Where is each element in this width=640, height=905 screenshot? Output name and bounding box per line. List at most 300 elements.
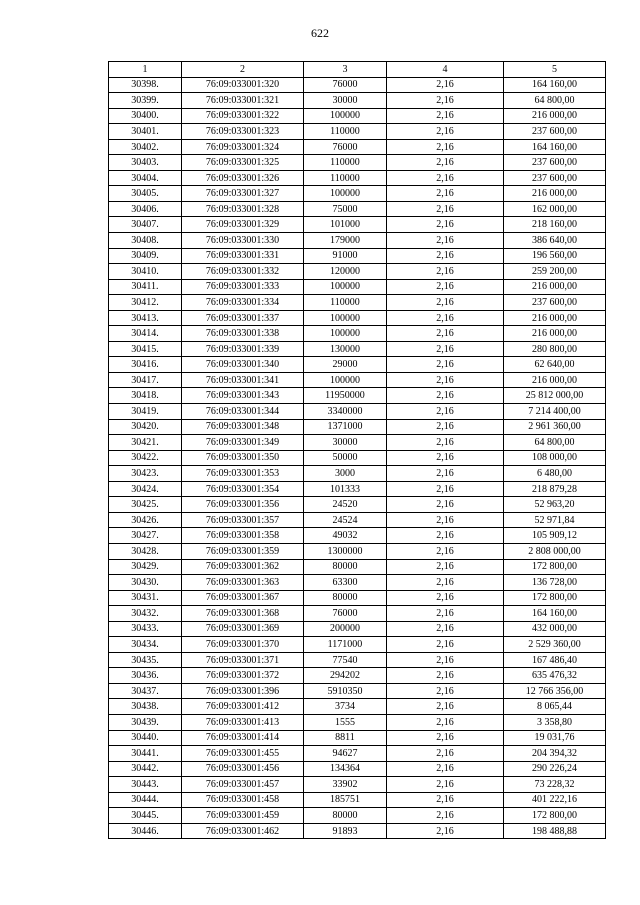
cadastral-number-cell: 76:09:033001:359 — [182, 543, 304, 559]
amount-cell: 218 879,28 — [504, 481, 606, 497]
rate-cell: 2,16 — [387, 606, 504, 622]
cadastral-number-cell: 76:09:033001:457 — [182, 777, 304, 793]
row-number-cell: 30426. — [109, 512, 182, 528]
area-cell: 185751 — [304, 792, 387, 808]
cadastral-number-cell: 76:09:033001:357 — [182, 512, 304, 528]
row-number-cell: 30428. — [109, 543, 182, 559]
table-row — [109, 714, 606, 730]
table-row — [109, 699, 606, 715]
cadastral-number-cell: 76:09:033001:337 — [182, 310, 304, 326]
cadastral-number-cell: 76:09:033001:369 — [182, 621, 304, 637]
rate-cell: 2,16 — [387, 186, 504, 202]
amount-cell: 167 486,40 — [504, 652, 606, 668]
row-number-cell: 30409. — [109, 248, 182, 264]
rate-cell: 2,16 — [387, 761, 504, 777]
rate-cell: 2,16 — [387, 170, 504, 186]
row-number-cell: 30427. — [109, 528, 182, 544]
area-cell: 50000 — [304, 450, 387, 466]
cadastral-number-cell: 76:09:033001:363 — [182, 575, 304, 591]
row-number-cell: 30422. — [109, 450, 182, 466]
table-body — [109, 77, 606, 839]
row-number-cell: 30424. — [109, 481, 182, 497]
rate-cell: 2,16 — [387, 248, 504, 264]
amount-cell: 216 000,00 — [504, 310, 606, 326]
cadastral-number-cell: 76:09:033001:396 — [182, 683, 304, 699]
area-cell: 130000 — [304, 341, 387, 357]
amount-cell: 172 800,00 — [504, 808, 606, 824]
row-number-cell: 30432. — [109, 606, 182, 622]
cadastral-number-cell: 76:09:033001:322 — [182, 108, 304, 124]
row-number-cell: 30439. — [109, 714, 182, 730]
page-number: 622 — [311, 26, 329, 40]
area-cell: 134364 — [304, 761, 387, 777]
cadastral-number-cell: 76:09:033001:370 — [182, 637, 304, 653]
cadastral-number-cell: 76:09:033001:354 — [182, 481, 304, 497]
cadastral-number-cell: 76:09:033001:330 — [182, 233, 304, 249]
rate-cell: 2,16 — [387, 326, 504, 342]
amount-cell: 8 065,44 — [504, 699, 606, 715]
table-row — [109, 543, 606, 559]
area-cell: 294202 — [304, 668, 387, 684]
amount-cell: 237 600,00 — [504, 155, 606, 171]
table-row — [109, 341, 606, 357]
area-cell: 8811 — [304, 730, 387, 746]
rate-cell: 2,16 — [387, 466, 504, 482]
row-number-cell: 30444. — [109, 792, 182, 808]
amount-cell: 162 000,00 — [504, 201, 606, 217]
table-row — [109, 201, 606, 217]
rate-cell: 2,16 — [387, 652, 504, 668]
table-row — [109, 575, 606, 591]
table-row — [109, 621, 606, 637]
table-row — [109, 186, 606, 202]
rate-cell: 2,16 — [387, 279, 504, 295]
amount-cell: 290 226,24 — [504, 761, 606, 777]
area-cell: 91000 — [304, 248, 387, 264]
area-cell: 76000 — [304, 606, 387, 622]
amount-cell: 52 963,20 — [504, 497, 606, 513]
column-header-2: 2 — [182, 62, 304, 78]
area-cell: 1555 — [304, 714, 387, 730]
area-cell: 100000 — [304, 279, 387, 295]
data-table — [108, 61, 606, 839]
area-cell: 3734 — [304, 699, 387, 715]
row-number-cell: 30398. — [109, 77, 182, 93]
amount-cell: 216 000,00 — [504, 108, 606, 124]
amount-cell: 2 529 360,00 — [504, 637, 606, 653]
table-row — [109, 823, 606, 839]
cadastral-number-cell: 76:09:033001:358 — [182, 528, 304, 544]
row-number-cell: 30413. — [109, 310, 182, 326]
rate-cell: 2,16 — [387, 559, 504, 575]
rate-cell: 2,16 — [387, 388, 504, 404]
area-cell: 94627 — [304, 746, 387, 762]
rate-cell: 2,16 — [387, 233, 504, 249]
amount-cell: 237 600,00 — [504, 295, 606, 311]
amount-cell: 237 600,00 — [504, 170, 606, 186]
column-header-4: 4 — [387, 62, 504, 78]
rate-cell: 2,16 — [387, 808, 504, 824]
table-row — [109, 233, 606, 249]
rate-cell: 2,16 — [387, 93, 504, 109]
table-row — [109, 372, 606, 388]
amount-cell: 196 560,00 — [504, 248, 606, 264]
table-row — [109, 139, 606, 155]
row-number-cell: 30420. — [109, 419, 182, 435]
cadastral-number-cell: 76:09:033001:349 — [182, 435, 304, 451]
area-cell: 120000 — [304, 264, 387, 280]
row-number-cell: 30423. — [109, 466, 182, 482]
amount-cell: 2 961 360,00 — [504, 419, 606, 435]
row-number-cell: 30408. — [109, 233, 182, 249]
rate-cell: 2,16 — [387, 590, 504, 606]
table-row — [109, 730, 606, 746]
cadastral-number-cell: 76:09:033001:326 — [182, 170, 304, 186]
table-row — [109, 606, 606, 622]
area-cell: 24520 — [304, 497, 387, 513]
row-number-cell: 30407. — [109, 217, 182, 233]
area-cell: 101333 — [304, 481, 387, 497]
table-row — [109, 481, 606, 497]
table-row — [109, 217, 606, 233]
cadastral-number-cell: 76:09:033001:350 — [182, 450, 304, 466]
row-number-cell: 30436. — [109, 668, 182, 684]
row-number-cell: 30429. — [109, 559, 182, 575]
area-cell: 3340000 — [304, 404, 387, 420]
cadastral-number-cell: 76:09:033001:334 — [182, 295, 304, 311]
rate-cell: 2,16 — [387, 419, 504, 435]
amount-cell: 216 000,00 — [504, 279, 606, 295]
table-row — [109, 450, 606, 466]
table-row — [109, 310, 606, 326]
area-cell: 33902 — [304, 777, 387, 793]
cadastral-number-cell: 76:09:033001:320 — [182, 77, 304, 93]
area-cell: 100000 — [304, 372, 387, 388]
area-cell: 30000 — [304, 93, 387, 109]
row-number-cell: 30438. — [109, 699, 182, 715]
rate-cell: 2,16 — [387, 683, 504, 699]
area-cell: 77540 — [304, 652, 387, 668]
row-number-cell: 30399. — [109, 93, 182, 109]
row-number-cell: 30404. — [109, 170, 182, 186]
rate-cell: 2,16 — [387, 746, 504, 762]
amount-cell: 52 971,84 — [504, 512, 606, 528]
amount-cell: 172 800,00 — [504, 559, 606, 575]
amount-cell: 280 800,00 — [504, 341, 606, 357]
table-row — [109, 248, 606, 264]
cadastral-number-cell: 76:09:033001:413 — [182, 714, 304, 730]
cadastral-number-cell: 76:09:033001:333 — [182, 279, 304, 295]
amount-cell: 164 160,00 — [504, 77, 606, 93]
rate-cell: 2,16 — [387, 201, 504, 217]
amount-cell: 401 222,16 — [504, 792, 606, 808]
area-cell: 1171000 — [304, 637, 387, 653]
row-number-cell: 30417. — [109, 372, 182, 388]
rate-cell: 2,16 — [387, 777, 504, 793]
amount-cell: 432 000,00 — [504, 621, 606, 637]
amount-cell: 25 812 000,00 — [504, 388, 606, 404]
row-number-cell: 30430. — [109, 575, 182, 591]
area-cell: 179000 — [304, 233, 387, 249]
area-cell: 24524 — [304, 512, 387, 528]
cadastral-number-cell: 76:09:033001:344 — [182, 404, 304, 420]
rate-cell: 2,16 — [387, 108, 504, 124]
row-number-cell: 30406. — [109, 201, 182, 217]
amount-cell: 164 160,00 — [504, 606, 606, 622]
cadastral-number-cell: 76:09:033001:362 — [182, 559, 304, 575]
rate-cell: 2,16 — [387, 435, 504, 451]
rate-cell: 2,16 — [387, 357, 504, 373]
table-row — [109, 590, 606, 606]
table-row — [109, 388, 606, 404]
area-cell: 63300 — [304, 575, 387, 591]
row-number-cell: 30415. — [109, 341, 182, 357]
row-number-cell: 30419. — [109, 404, 182, 420]
amount-cell: 19 031,76 — [504, 730, 606, 746]
area-cell: 1300000 — [304, 543, 387, 559]
rate-cell: 2,16 — [387, 823, 504, 839]
row-number-cell: 30440. — [109, 730, 182, 746]
table-row — [109, 746, 606, 762]
row-number-cell: 30441. — [109, 746, 182, 762]
area-cell: 76000 — [304, 139, 387, 155]
row-number-cell: 30402. — [109, 139, 182, 155]
table-row — [109, 528, 606, 544]
row-number-cell: 30443. — [109, 777, 182, 793]
amount-cell: 386 640,00 — [504, 233, 606, 249]
cadastral-number-cell: 76:09:033001:372 — [182, 668, 304, 684]
cadastral-number-cell: 76:09:033001:343 — [182, 388, 304, 404]
rate-cell: 2,16 — [387, 528, 504, 544]
area-cell: 110000 — [304, 155, 387, 171]
amount-cell: 108 000,00 — [504, 450, 606, 466]
cadastral-number-cell: 76:09:033001:368 — [182, 606, 304, 622]
amount-cell: 198 488,88 — [504, 823, 606, 839]
amount-cell: 2 808 000,00 — [504, 543, 606, 559]
cadastral-number-cell: 76:09:033001:340 — [182, 357, 304, 373]
area-cell: 110000 — [304, 295, 387, 311]
amount-cell: 216 000,00 — [504, 372, 606, 388]
area-cell: 1371000 — [304, 419, 387, 435]
cadastral-number-cell: 76:09:033001:325 — [182, 155, 304, 171]
amount-cell: 218 160,00 — [504, 217, 606, 233]
cadastral-number-cell: 76:09:033001:456 — [182, 761, 304, 777]
cadastral-number-cell: 76:09:033001:414 — [182, 730, 304, 746]
table-row — [109, 652, 606, 668]
row-number-cell: 30410. — [109, 264, 182, 280]
rate-cell: 2,16 — [387, 264, 504, 280]
row-number-cell: 30405. — [109, 186, 182, 202]
area-cell: 100000 — [304, 310, 387, 326]
rate-cell: 2,16 — [387, 730, 504, 746]
cadastral-number-cell: 76:09:033001:328 — [182, 201, 304, 217]
cadastral-number-cell: 76:09:033001:348 — [182, 419, 304, 435]
table-row — [109, 497, 606, 513]
rate-cell: 2,16 — [387, 404, 504, 420]
row-number-cell: 30403. — [109, 155, 182, 171]
cadastral-number-cell: 76:09:033001:323 — [182, 124, 304, 140]
area-cell: 49032 — [304, 528, 387, 544]
area-cell: 3000 — [304, 466, 387, 482]
column-header-5: 5 — [504, 62, 606, 78]
cadastral-number-cell: 76:09:033001:327 — [182, 186, 304, 202]
cadastral-number-cell: 76:09:033001:412 — [182, 699, 304, 715]
table-header-row — [109, 62, 606, 78]
cadastral-number-cell: 76:09:033001:367 — [182, 590, 304, 606]
cadastral-number-cell: 76:09:033001:371 — [182, 652, 304, 668]
table-row — [109, 326, 606, 342]
area-cell: 80000 — [304, 808, 387, 824]
rate-cell: 2,16 — [387, 792, 504, 808]
row-number-cell: 30435. — [109, 652, 182, 668]
amount-cell: 164 160,00 — [504, 139, 606, 155]
rate-cell: 2,16 — [387, 77, 504, 93]
rate-cell: 2,16 — [387, 481, 504, 497]
area-cell: 75000 — [304, 201, 387, 217]
cadastral-number-cell: 76:09:033001:455 — [182, 746, 304, 762]
amount-cell: 7 214 400,00 — [504, 404, 606, 420]
area-cell: 110000 — [304, 124, 387, 140]
area-cell: 11950000 — [304, 388, 387, 404]
table-row — [109, 155, 606, 171]
table-row — [109, 683, 606, 699]
amount-cell: 62 640,00 — [504, 357, 606, 373]
rate-cell: 2,16 — [387, 310, 504, 326]
rate-cell: 2,16 — [387, 699, 504, 715]
amount-cell: 64 800,00 — [504, 93, 606, 109]
cadastral-number-cell: 76:09:033001:332 — [182, 264, 304, 280]
table-row — [109, 761, 606, 777]
table-row — [109, 792, 606, 808]
area-cell: 100000 — [304, 186, 387, 202]
row-number-cell: 30411. — [109, 279, 182, 295]
column-header-3: 3 — [304, 62, 387, 78]
amount-cell: 105 909,12 — [504, 528, 606, 544]
table-row — [109, 357, 606, 373]
row-number-cell: 30414. — [109, 326, 182, 342]
amount-cell: 635 476,32 — [504, 668, 606, 684]
table-row — [109, 93, 606, 109]
table-row — [109, 777, 606, 793]
cadastral-number-cell: 76:09:033001:331 — [182, 248, 304, 264]
table-row — [109, 466, 606, 482]
area-cell: 80000 — [304, 590, 387, 606]
row-number-cell: 30400. — [109, 108, 182, 124]
row-number-cell: 30446. — [109, 823, 182, 839]
amount-cell: 12 766 356,00 — [504, 683, 606, 699]
rate-cell: 2,16 — [387, 543, 504, 559]
row-number-cell: 30416. — [109, 357, 182, 373]
rate-cell: 2,16 — [387, 217, 504, 233]
area-cell: 100000 — [304, 108, 387, 124]
table-row — [109, 559, 606, 575]
table-row — [109, 77, 606, 93]
table-row — [109, 668, 606, 684]
amount-cell: 6 480,00 — [504, 466, 606, 482]
cadastral-number-cell: 76:09:033001:462 — [182, 823, 304, 839]
table-row — [109, 404, 606, 420]
amount-cell: 73 228,32 — [504, 777, 606, 793]
amount-cell: 3 358,80 — [504, 714, 606, 730]
row-number-cell: 30418. — [109, 388, 182, 404]
amount-cell: 259 200,00 — [504, 264, 606, 280]
amount-cell: 172 800,00 — [504, 590, 606, 606]
rate-cell: 2,16 — [387, 341, 504, 357]
table-row — [109, 295, 606, 311]
area-cell: 76000 — [304, 77, 387, 93]
cadastral-number-cell: 76:09:033001:459 — [182, 808, 304, 824]
row-number-cell: 30434. — [109, 637, 182, 653]
row-number-cell: 30421. — [109, 435, 182, 451]
table-row — [109, 279, 606, 295]
row-number-cell: 30401. — [109, 124, 182, 140]
area-cell: 29000 — [304, 357, 387, 373]
rate-cell: 2,16 — [387, 124, 504, 140]
table-row — [109, 170, 606, 186]
cadastral-number-cell: 76:09:033001:458 — [182, 792, 304, 808]
rate-cell: 2,16 — [387, 621, 504, 637]
table-row — [109, 108, 606, 124]
area-cell: 200000 — [304, 621, 387, 637]
table-row — [109, 808, 606, 824]
cadastral-number-cell: 76:09:033001:339 — [182, 341, 304, 357]
rate-cell: 2,16 — [387, 155, 504, 171]
cadastral-number-cell: 76:09:033001:321 — [182, 93, 304, 109]
cadastral-number-cell: 76:09:033001:353 — [182, 466, 304, 482]
row-number-cell: 30445. — [109, 808, 182, 824]
amount-cell: 204 394,32 — [504, 746, 606, 762]
rate-cell: 2,16 — [387, 450, 504, 466]
rate-cell: 2,16 — [387, 512, 504, 528]
amount-cell: 216 000,00 — [504, 326, 606, 342]
rate-cell: 2,16 — [387, 668, 504, 684]
row-number-cell: 30431. — [109, 590, 182, 606]
area-cell: 5910350 — [304, 683, 387, 699]
amount-cell: 64 800,00 — [504, 435, 606, 451]
table-row — [109, 419, 606, 435]
area-cell: 91893 — [304, 823, 387, 839]
area-cell: 101000 — [304, 217, 387, 233]
cadastral-number-cell: 76:09:033001:324 — [182, 139, 304, 155]
area-cell: 80000 — [304, 559, 387, 575]
table-row — [109, 512, 606, 528]
row-number-cell: 30433. — [109, 621, 182, 637]
rate-cell: 2,16 — [387, 714, 504, 730]
rate-cell: 2,16 — [387, 575, 504, 591]
amount-cell: 237 600,00 — [504, 124, 606, 140]
row-number-cell: 30442. — [109, 761, 182, 777]
table-row — [109, 264, 606, 280]
amount-cell: 216 000,00 — [504, 186, 606, 202]
rate-cell: 2,16 — [387, 295, 504, 311]
row-number-cell: 30425. — [109, 497, 182, 513]
cadastral-number-cell: 76:09:033001:356 — [182, 497, 304, 513]
row-number-cell: 30412. — [109, 295, 182, 311]
table-row — [109, 637, 606, 653]
cadastral-number-cell: 76:09:033001:341 — [182, 372, 304, 388]
table-row — [109, 435, 606, 451]
rate-cell: 2,16 — [387, 139, 504, 155]
cadastral-number-cell: 76:09:033001:329 — [182, 217, 304, 233]
area-cell: 100000 — [304, 326, 387, 342]
rate-cell: 2,16 — [387, 497, 504, 513]
rate-cell: 2,16 — [387, 372, 504, 388]
area-cell: 30000 — [304, 435, 387, 451]
table-row — [109, 124, 606, 140]
row-number-cell: 30437. — [109, 683, 182, 699]
cadastral-number-cell: 76:09:033001:338 — [182, 326, 304, 342]
column-header-1: 1 — [109, 62, 182, 78]
